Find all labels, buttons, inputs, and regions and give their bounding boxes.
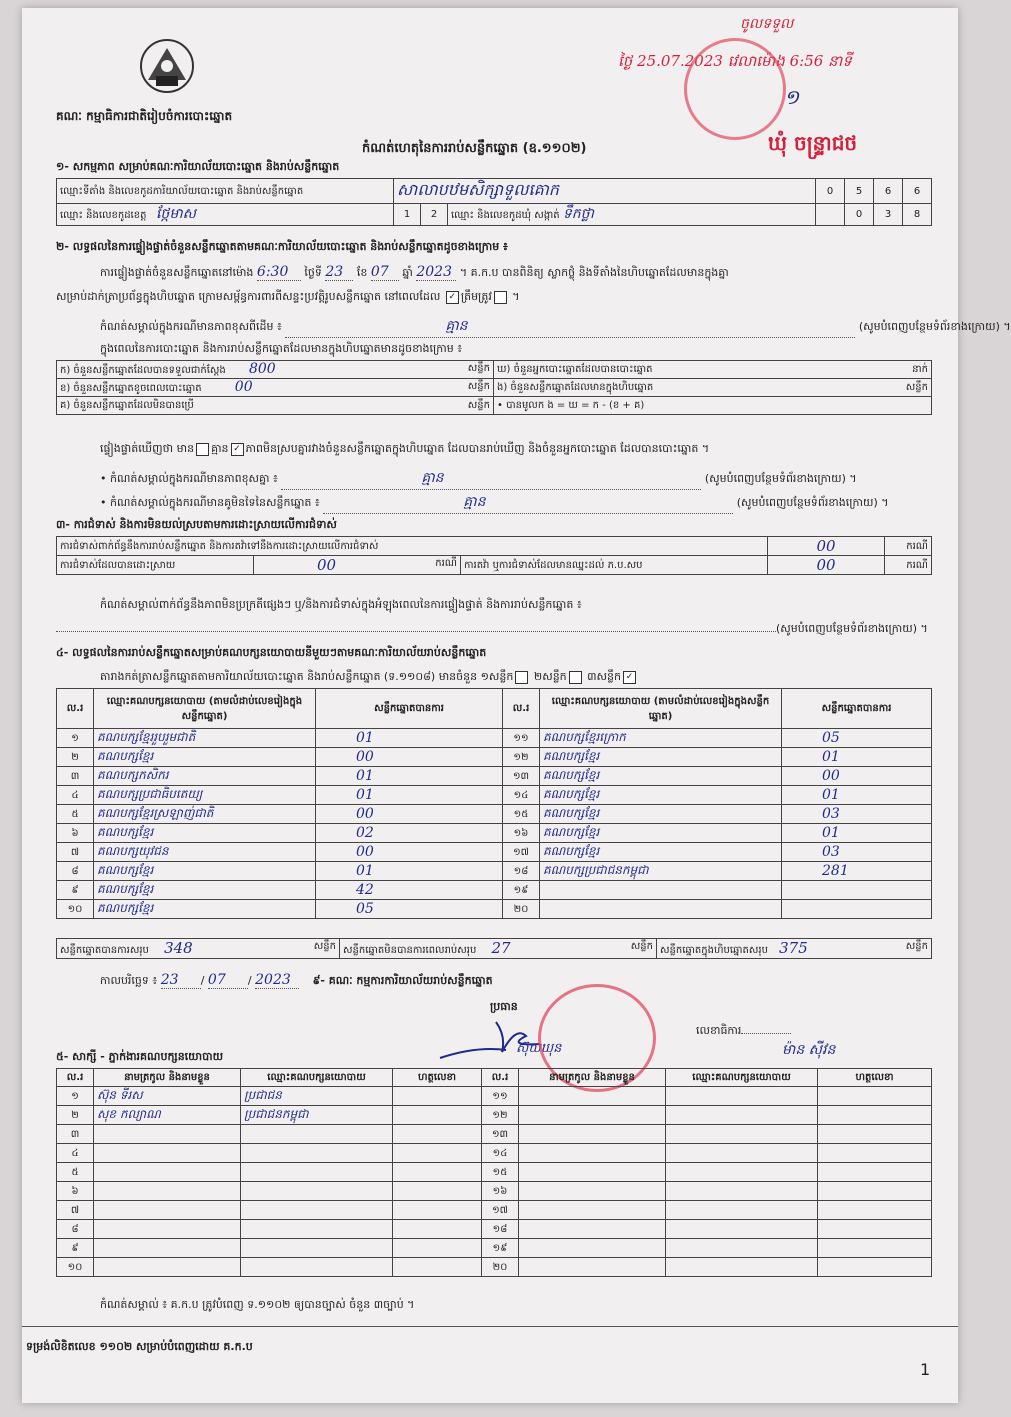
row-number: ១៨ [482, 1220, 519, 1239]
party-votes: 03 [782, 805, 932, 824]
witness-signature [393, 1087, 482, 1106]
province-code-digit: 2 [421, 204, 448, 226]
party-name: គណបក្សខ្មែរ [94, 824, 316, 843]
col-name: នាមត្រកូល និងនាមខ្លួន [94, 1069, 241, 1087]
row-number: ៣ [57, 1125, 94, 1144]
party-name: គណបក្សខ្មែរស្រឡាញ់ជាតិ [94, 805, 316, 824]
code-digit: 5 [845, 179, 874, 204]
party-votes [782, 900, 932, 919]
received-label: ចូលទទួល [740, 16, 794, 32]
witness-party [666, 1220, 818, 1239]
witness-signature [393, 1220, 482, 1239]
note2-line: ក្នុងពេលនៃការបោះឆ្នោត និងការរាប់សន្លឹកឆ្នោតដែលមានក្នុងហិបឆ្នោតមានដូចខាងក្រោម ៖ [100, 342, 463, 355]
witness-signature [818, 1125, 932, 1144]
party-votes [782, 881, 932, 900]
party-row [57, 786, 932, 805]
row-number: ១២ [482, 1106, 519, 1125]
party-votes: 05 [316, 900, 503, 919]
party-votes: 42 [316, 881, 503, 900]
bullet2-value: គ្មាន [463, 494, 486, 510]
row-number: ១៧ [503, 843, 540, 862]
resolved-value: 00 [317, 556, 337, 574]
witness-table [56, 1068, 932, 1277]
party-row [57, 900, 932, 919]
witness-row [57, 1258, 932, 1277]
witness-party: ប្រជាជន [241, 1087, 393, 1106]
party-name: គណបក្សខ្មែរ [540, 805, 782, 824]
secretary-signature: ម៉ាន ស៊ីវន [782, 1042, 836, 1058]
row-number: ១៤ [503, 786, 540, 805]
row-number: ៤ [57, 1144, 94, 1163]
commune-code-digit: 3 [874, 204, 903, 226]
witness-party [241, 1201, 393, 1220]
party-votes: 01 [316, 729, 503, 748]
page-mark: 1 [920, 1360, 931, 1379]
witness-signature [393, 1163, 482, 1182]
section3-hint: (សូមបំពេញបន្ថែមទំព័រខាងក្រោយ) ។ [56, 622, 928, 638]
secretary-label: លេខាធិការ [696, 1024, 791, 1040]
ballot-row: គ) ចំនួនសន្លឹកឆ្នោតដែលមិនបានប្រើ សន្លឹក • បានមូលក ង = ឃ = ក - (ខ + គ) [57, 397, 932, 415]
section3-title: ៣- ការជំទាស់ និងការមិនយល់ស្របតាមការដោះស្រាយលើការជំទាស់ [56, 518, 337, 531]
witness-party [666, 1144, 818, 1163]
commune-label: ឈ្មោះ និងលេខកូដឃុំ សង្កាត់ ទឹកថ្លា [448, 204, 816, 226]
note-value: គ្មាន [445, 318, 468, 334]
col-no: ល.រ [503, 689, 540, 729]
witness-party [666, 1125, 818, 1144]
province-label: ឈ្មោះ និងលេខកូដខេត្ត ថ្កែមាស [57, 204, 394, 226]
party-votes: 01 [316, 786, 503, 805]
bullet1-line: • កំណត់សម្គាល់ក្នុងករណីមានភាពខុសគ្នា ៖ គ្មាន (សូមបំពេញបន្ថែមទំព័រខាងក្រោយ) ។ [100, 468, 857, 490]
footer-bottom: ទម្រង់លិខិតលេខ ១១០២ សម្រាប់បំពេញដោយ គ.ក.ប [26, 1340, 253, 1353]
witness-row [57, 1201, 932, 1220]
witness-party [666, 1182, 818, 1201]
party-name: គណបក្សខ្មែរ [94, 862, 316, 881]
witness-party: ប្រជាជនកម្ពុជា [241, 1106, 393, 1125]
ballot-row: ខ) ចំនួនសន្លឹកឆ្នោតខូចពេលបោះឆ្នោត 00 សន្លឹក ង) ចំនួនសន្លឹកឆ្នោតដែលមានក្នុងហិបឆ្នោត សន្លឹក [57, 379, 932, 397]
witness-party [666, 1239, 818, 1258]
witness-signature [393, 1144, 482, 1163]
party-votes: 05 [782, 729, 932, 748]
received-stamp [684, 38, 786, 140]
witness-signature [818, 1087, 932, 1106]
witness-name [94, 1182, 241, 1201]
checkbox-yes[interactable] [196, 443, 209, 456]
ballot-row: ក) ចំនួនសន្លឹកឆ្នោតដែលបានទទួលជាក់ស្តែង 800 សន្លឹក ឃ) ចំនួនអ្នកបោះឆ្នោតដែលបានបោះឆ្នោត នាក់ [57, 361, 932, 379]
party-row [57, 881, 932, 900]
party-name [540, 900, 782, 919]
party-votes: 00 [316, 843, 503, 862]
unit: ករណី [885, 556, 932, 575]
witness-party [241, 1144, 393, 1163]
witness-signature [818, 1144, 932, 1163]
row-number: ១០ [57, 1258, 94, 1277]
row-number: ១៧ [482, 1201, 519, 1220]
note-line: កំណត់សម្គាល់ក្នុងករណីមានភាពខុសពីដើម ៖ គ្មាន (សូមបំពេញបន្ថែមទំព័រខាងក្រោយ) ។ [100, 316, 1011, 338]
party-name [540, 881, 782, 900]
province-value: ថ្កែមាស [155, 206, 196, 222]
witness-row [57, 1182, 932, 1201]
party-votes: 281 [782, 862, 932, 881]
witness-row [57, 1220, 932, 1239]
chair-signature: ស៊ុយឃុន [516, 1041, 562, 1056]
row-number: ៧ [57, 843, 94, 862]
section4-intro: តារាងកត់ត្រាសន្លឹកឆ្នោតតាមការិយាល័យបោះឆ្នោត និងរាប់សន្លឹកឆ្នោត (ទ.១១០៨) មានចំនួន ១សន្លឹក ២សន្លឹក ៣សន្លឹក ✓ [100, 670, 638, 686]
col-no: ល.រ [57, 689, 94, 729]
witness-signature [393, 1182, 482, 1201]
col-party: ឈ្មោះគណបក្សនយោបាយ [241, 1069, 393, 1087]
party-votes: 00 [316, 805, 503, 824]
row-number: ១៨ [503, 862, 540, 881]
witness-signature [393, 1125, 482, 1144]
location-value: សាលាបឋមសិក្សាទួលគោក [394, 179, 816, 204]
row-number: ៦ [57, 824, 94, 843]
col-party: ឈ្មោះគណបក្សនយោបាយ (តាមលំដាប់លេខរៀងក្នុងសន្លឹកឆ្នោត) [540, 689, 782, 729]
row-number: ១ [57, 1087, 94, 1106]
row-number: ៩ [57, 1239, 94, 1258]
col-no: ល.រ [482, 1069, 519, 1087]
witness-name [519, 1125, 666, 1144]
party-name: គណបក្សខ្មែរ [94, 881, 316, 900]
row-number: ២ [57, 748, 94, 767]
commune-code-digit: 0 [845, 204, 874, 226]
witness-party [241, 1258, 393, 1277]
witness-name [94, 1144, 241, 1163]
witness-row [57, 1087, 932, 1106]
unit: ករណី [885, 537, 932, 556]
province-code-digit: 1 [394, 204, 421, 226]
received-by: ឃុំ ចន្ទ្រាជថ [768, 131, 858, 155]
row-number: ៨ [57, 1220, 94, 1239]
location-label: ឈ្មោះទីតាំង និងលេខកូដការិយាល័យបោះឆ្នោត និងរាប់សន្លឹកឆ្នោត [57, 179, 394, 204]
party-row [57, 729, 932, 748]
party-name: គណបក្សកសិករ [94, 767, 316, 786]
witness-name: សុខ កល្យាណ [94, 1106, 241, 1125]
witness-signature [818, 1106, 932, 1125]
witness-name: ស៊ុន ទីរស [94, 1087, 241, 1106]
checkbox-3-sheet[interactable]: ✓ [623, 671, 636, 684]
witness-party [666, 1106, 818, 1125]
party-name: គណបក្សខ្មែរ [540, 824, 782, 843]
witness-signature [818, 1239, 932, 1258]
witness-name [94, 1201, 241, 1220]
commune-value: ទឹកថ្លា [562, 206, 594, 222]
row-number: ៣ [57, 767, 94, 786]
party-name: គណបក្សខ្មែររួបរួមជាតិ [94, 729, 316, 748]
date-line: កាលបរិច្ឆេទ ៖ 23 / 07 / 2023 ៩- គណៈ កម្មការការិយាល័យរាប់សន្លឹកឆ្នោត [100, 972, 493, 988]
section5-title: ៥- សាក្សី - ភ្នាក់ងារគណបក្សនយោបាយ [56, 1050, 224, 1063]
nec-logo [134, 36, 200, 98]
party-votes: 01 [316, 767, 503, 786]
verification-line-2: សម្រាប់ដាក់ត្រាប្រព័ន្ធក្នុងហិបឆ្នោត ក្រោមសម្ព័ន្ធការពារពីសន្ទះប្រវត្តិរូបសន្លឹកឆ្នោត នៅពេលដែល ✓ ត្រឹមត្រូវ ។ [56, 290, 520, 303]
code-digit: 6 [903, 179, 932, 204]
col-sign: ហត្ថលេខា [393, 1069, 482, 1087]
witness-name [94, 1220, 241, 1239]
row-number: ១៤ [482, 1144, 519, 1163]
received-date: ថ្ងៃ 25.07.2023 វេលាម៉ោង 6:56 នាទី [618, 52, 852, 70]
resolved-label: ការជំទាស់ដែលបានដោះស្រាយ [57, 556, 254, 575]
party-row [57, 748, 932, 767]
row-number: ១១ [482, 1087, 519, 1106]
row-number: ១២ [503, 748, 540, 767]
party-name: គណបក្សប្រជាជនកម្ពុជា [540, 862, 782, 881]
row-number: ៧ [57, 1201, 94, 1220]
checkbox-no[interactable]: ✓ [231, 443, 244, 456]
witness-name [519, 1163, 666, 1182]
witness-row [57, 1163, 932, 1182]
party-row [57, 862, 932, 881]
witness-party [241, 1182, 393, 1201]
witness-name [519, 1201, 666, 1220]
row-number: ១៣ [503, 767, 540, 786]
witness-name [519, 1258, 666, 1277]
party-name: គណបក្សខ្មែរ [540, 748, 782, 767]
witness-signature [818, 1163, 932, 1182]
section4-title: ៤- លទ្ធផលនៃការរាប់សន្លឹកឆ្នោតសម្រាប់គណបក្សនយោបាយនីមួយៗតាមគណៈការិយាល័យរាប់សន្លឹកឆ្នោត [56, 646, 487, 659]
party-name: គណបក្សខ្មែរ [94, 900, 316, 919]
party-votes: 01 [316, 862, 503, 881]
witness-name [94, 1163, 241, 1182]
row-number: ១៩ [482, 1239, 519, 1258]
section2-title: ២- លទ្ធផលនៃការផ្ទៀងផ្ទាត់ចំនួនសន្លឹកឆ្នោតតាមគណៈការិយាល័យបោះឆ្នោត និងរាប់សន្លឹកឆ្នោតដូចខាងក្រោម ៖ [56, 240, 508, 253]
witness-row [57, 1125, 932, 1144]
chair-label: ប្រធាន [490, 1000, 518, 1013]
section1-title: ១- សកម្មភាព សម្រាប់គណៈការិយាល័យបោះឆ្នោត និងរាប់សន្លឹកឆ្នោត [56, 160, 340, 173]
witness-name [519, 1144, 666, 1163]
row-number: ៥ [57, 1163, 94, 1182]
checkbox-other[interactable] [494, 291, 507, 304]
row-number: ២០ [482, 1258, 519, 1277]
col-votes: សន្លឹកឆ្នោតបានការ [316, 689, 503, 729]
party-name: គណបក្សខ្មែរ [540, 843, 782, 862]
party-votes: 03 [782, 843, 932, 862]
witness-signature [818, 1182, 932, 1201]
witness-party [241, 1239, 393, 1258]
form-page [22, 8, 1011, 1403]
footer-note: កំណត់សម្គាល់ ៖ គ.ក.ប ត្រូវបំពេញ ទ.១១០២ ឲ្យបានច្បាស់ ចំនួន ៣ច្បាប់ ។ [100, 1298, 415, 1311]
row-number: ១៦ [482, 1182, 519, 1201]
row-number: ៨ [57, 862, 94, 881]
row-number: ១៥ [503, 805, 540, 824]
row-number: ២ [57, 1106, 94, 1125]
col-sign: ហត្ថលេខា [818, 1069, 932, 1087]
row-number: ១០ [57, 900, 94, 919]
witness-name [519, 1087, 666, 1106]
col-party: ឈ្មោះគណបក្សនយោបាយ [666, 1069, 818, 1087]
row-number: ៤ [57, 786, 94, 805]
ballot-counts-table [56, 360, 932, 415]
party-votes: 02 [316, 824, 503, 843]
witness-name [519, 1106, 666, 1125]
witness-row [57, 1106, 932, 1125]
received-number: ១ [784, 85, 800, 109]
footer-divider [22, 1326, 958, 1327]
witness-row [57, 1144, 932, 1163]
party-results-table [56, 688, 932, 919]
witness-signature [393, 1201, 482, 1220]
bullet2-line: • កំណត់សម្គាល់ក្នុងករណីមានគូមិនទៃនៃសន្លឹកឆ្នោត ៖ គ្មាន (សូមបំពេញបន្ថែមទំព័រខាងក្រោយ) ។ [100, 492, 889, 514]
code-digit: 6 [874, 179, 903, 204]
witness-row [57, 1239, 932, 1258]
col-name: នាមត្រកូល និងនាមខ្លួន [519, 1069, 666, 1087]
party-votes: 01 [782, 824, 932, 843]
checkbox-ok[interactable]: ✓ [446, 291, 459, 304]
row-number: ១៩ [503, 881, 540, 900]
col-no: ល.រ [57, 1069, 94, 1087]
party-name: គណបក្សខ្មែរ [540, 786, 782, 805]
col-votes: សន្លឹកឆ្នោតបានការ [782, 689, 932, 729]
party-row [57, 843, 932, 862]
witness-name [94, 1258, 241, 1277]
witness-signature [393, 1106, 482, 1125]
row-number: ១១ [503, 729, 540, 748]
chair-signature-stroke [436, 1016, 546, 1070]
row-number: ២០ [503, 900, 540, 919]
org-name: គណៈ កម្មាធិការជាតិរៀបចំការបោះឆ្នោត [56, 109, 233, 123]
row-number: ១៦ [503, 824, 540, 843]
code-digit: 0 [816, 179, 845, 204]
party-votes: 01 [782, 786, 932, 805]
checkbox-2-sheet[interactable] [569, 671, 582, 684]
witness-signature [818, 1201, 932, 1220]
party-name: គណបក្សខ្មែរ [540, 767, 782, 786]
witness-signature [818, 1220, 932, 1239]
party-votes: 00 [316, 748, 503, 767]
witness-party [666, 1258, 818, 1277]
box-total-value: 375 [779, 939, 808, 957]
witness-name [94, 1125, 241, 1144]
party-name: គណបក្សប្រជាធិបតេយ្យ [94, 786, 316, 805]
objection-label: ការជំទាស់ពាក់ព័ន្ធនឹងការរាប់សន្លឹកឆ្នោត និងការតវ៉ាទៅនឹងការដោះស្រាយលើការជំទាស់ [57, 537, 768, 556]
party-name: គណបក្សយុវជន [94, 843, 316, 862]
party-row [57, 805, 932, 824]
witness-name [519, 1239, 666, 1258]
witness-name [519, 1182, 666, 1201]
party-row [57, 824, 932, 843]
party-name: គណបក្សខ្មែរក្រោក [540, 729, 782, 748]
complaint-label: ការតវ៉ា ឬការជំទាស់ដែលមានឈ្នះដល់ ភ.ប.សប [461, 556, 768, 575]
row-number: ១ [57, 729, 94, 748]
witness-name [519, 1220, 666, 1239]
verification-line: ការផ្ទៀងផ្ទាត់ចំនួនសន្លឹកឆ្នោតនៅម៉ោង 6:30 ថ្ងៃទី 23 ខែ 07 ឆ្នាំ 2023 ។ គ.ក.ប បានពិនិត្យ ស្លាកថ្លុំ និងទីតាំងនៃហិបឆ្នោតដែលមានក្នុងគ្នា [100, 264, 729, 280]
row-number: ១៣ [482, 1125, 519, 1144]
totals-table: សន្លឹកឆ្នោតបានការសរុប 348 សន្លឹក សន្លឹកឆ្នោតមិនបានការពេលរាប់សរុប 27 សន្លឹក សន្លឹកឆ្នោតក្នុងហិបឆ្នោតសរុប 375 សន្លឹក [56, 938, 932, 959]
party-votes: 01 [782, 748, 932, 767]
col-party: ឈ្មោះគណបក្សនយោបាយ (តាមលំដាប់លេខរៀងក្នុងសន្លឹកឆ្នោត) [94, 689, 316, 729]
witness-party [666, 1087, 818, 1106]
objections-table: ការជំទាស់ពាក់ព័ន្ធនឹងការរាប់សន្លឹកឆ្នោត និងការតវ៉ាទៅនឹងការដោះស្រាយលើការជំទាស់ 00 ករណី ការជំទាស់ដែលបានដោះស្រាយ 00 ករណី ការតវ៉ា ឬការជំទាស់ដែលមានឈ្នះដល់ ភ.ប.សប 00 ករណី [56, 536, 932, 575]
row-number: ១៥ [482, 1163, 519, 1182]
row-number: ៥ [57, 805, 94, 824]
section3-note: កំណត់សម្គាល់ពាក់ព័ន្ធនឹងភាពមិនប្រក្រតីផ្សេងៗ ឬ/និងការជំទាស់ក្នុងអំឡុងពេលនៃការផ្ទៀងផ្ទាត់ និងការរាប់សន្លឹកឆ្នោត ៖ [100, 598, 582, 611]
witness-name [94, 1239, 241, 1258]
checkbox-1-sheet[interactable] [515, 671, 528, 684]
discrepancy-line: ផ្ទៀងផ្ទាត់ឃើញថា មាន គ្មាន ✓ ភាពមិនស្របគ្នារវាងចំនួនសន្លឹកឆ្នោតក្នុងហិបឆ្នោត ដែលបានរាប់ឃើញ និងចំនួនអ្នកបោះឆ្នោត ដែលបានបោះឆ្នោត ។ [100, 442, 710, 455]
bullet1-value: គ្មាន [421, 470, 444, 486]
invalid-value: 27 [491, 939, 511, 957]
empty-cell [816, 204, 845, 226]
row-number: ៩ [57, 881, 94, 900]
witness-signature [393, 1239, 482, 1258]
witness-party [241, 1125, 393, 1144]
witness-signature [818, 1258, 932, 1277]
witness-party [666, 1163, 818, 1182]
section1-table [56, 178, 932, 226]
commune-code-digit: 8 [903, 204, 932, 226]
objection-value: 00 [768, 537, 885, 556]
witness-party [666, 1201, 818, 1220]
party-row [57, 767, 932, 786]
witness-party [241, 1220, 393, 1239]
witness-party [241, 1163, 393, 1182]
row-number: ៦ [57, 1182, 94, 1201]
total-value: 348 [164, 939, 193, 957]
form-title: កំណត់ហេតុនៃការរាប់សន្លឹកឆ្នោត (ឧ.១១០២) [362, 141, 587, 156]
witness-signature [393, 1258, 482, 1277]
complaint-value: 00 [768, 556, 885, 575]
party-name: គណបក្សខ្មែរ [94, 748, 316, 767]
party-votes: 00 [782, 767, 932, 786]
